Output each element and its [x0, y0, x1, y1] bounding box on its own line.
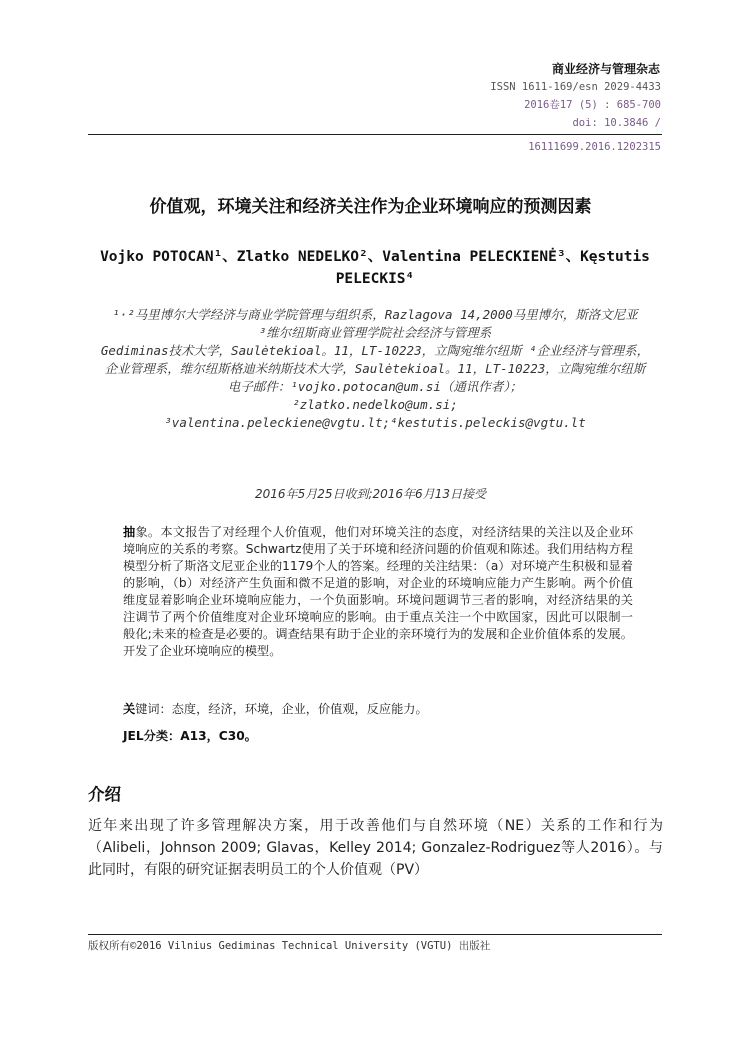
paper-title: 价值观，环境关注和经济关注作为企业环境响应的预测因素 — [149, 197, 592, 217]
header-rule — [88, 134, 662, 135]
intro-paragraph — [88, 815, 663, 881]
doi-line-continued: 16111699.2016.1202315 — [528, 141, 661, 153]
abstract-text: 象。本文报告了对经理个人价值观，他们对环境关注的态度，对经济结果的关注以及企业环境响应的关系的考察。Schwartz使用了关于环境和经济问题的价值观和陈述。我们用结构方程模型分析了斯洛文尼亚企业的1179个人的答案。经理的关注结果：（a）对环境产生积极和显着的影响，（b）对经济产生负面和微不足道的影响，对企业的环境响应能力产生影响。两个价值维度显着影响企业环境响应能力，一个负面影响。环境问题调节三者的影响，对经济结果的关注调节了两个价值维度对企业环境响应的影响。由于重点关注一个中欧国家，因此可以限制一般化;未来的检查是必要的。调查结果有助于企业的亲环境行为的发展和企业价值体系的发展。开发了企业环境响应的模型。 — [123, 525, 634, 658]
authors-line-1: Vojko POTOCAN¹、Zlatko NEDELKO²、Valentina PELECKIENĖ³、Kęstutis — [100, 249, 650, 265]
authors-line-2: PELECKIS⁴ — [335, 271, 415, 287]
email-3[interactable]: ³valentina.peleckiene@vgtu.lt;⁴kestutis.peleckis@vgtu.lt — [164, 415, 586, 430]
keywords-lead: 关 — [123, 702, 136, 716]
doi-line: doi: 10.3846 / — [572, 117, 661, 129]
footer-rule — [88, 934, 662, 935]
affiliation-1: ¹·²马里博尔大学经济与商业学院管理与组织系，Razlagova 14,2000马里博尔，斯洛文尼亚 — [112, 307, 638, 322]
copyright-footer: 版权所有©2016 Vilnius Gediminas Technical University (VGTU) 出版社 — [88, 940, 491, 952]
keywords-text: 键词：态度，经济，环境，企业，价值观，反应能力。 — [135, 702, 428, 716]
journal-name: 商业经济与管理杂志 — [551, 62, 660, 76]
intro-text: 近年来出现了许多管理解决方案，用于改善他们与自然环境（NE）关系的工作和行为（Alibeli，Johnson 2009; Glavas，Kelley 2014; Gonzalez-Rodriguez等人2016）。与此同时，有限的研究证据表明员工的个人价值观（PV） — [88, 818, 663, 878]
affiliation-2: ³维尔纽斯商业管理学院社会经济与管理系 — [258, 325, 492, 340]
issn-line: ISSN 1611-169/esn 2029-4433 — [490, 81, 661, 93]
jel-classification: JEL分类：A13，C30。 — [123, 729, 257, 743]
volume-line: 2016卷17 (5) : 685-700 — [524, 99, 661, 111]
section-title: 介绍 — [88, 785, 121, 804]
abstract — [123, 524, 633, 660]
authors — [95, 246, 655, 290]
received-dates: 2016年5月25日收到;2016年6月13日接受 — [255, 487, 486, 501]
abstract-lead: 抽 — [123, 525, 136, 539]
keywords — [123, 700, 633, 717]
email-1[interactable]: 电子邮件：¹vojko.potocan@um.si（通讯作者）； — [227, 379, 523, 394]
email-2[interactable]: ²zlatko.nedelko@um.si; — [292, 397, 458, 412]
affiliation-3: Gediminas技术大学，Saulėtekioal。11，LT-10223，立陶宛维尔纽斯 ⁴企业经济与管理系，企业管理系，维尔纽斯格迪米纳斯技术大学，Saulėtekioal。11，LT-10223，立陶宛维尔纽斯 — [100, 343, 650, 376]
affiliations — [95, 306, 655, 432]
